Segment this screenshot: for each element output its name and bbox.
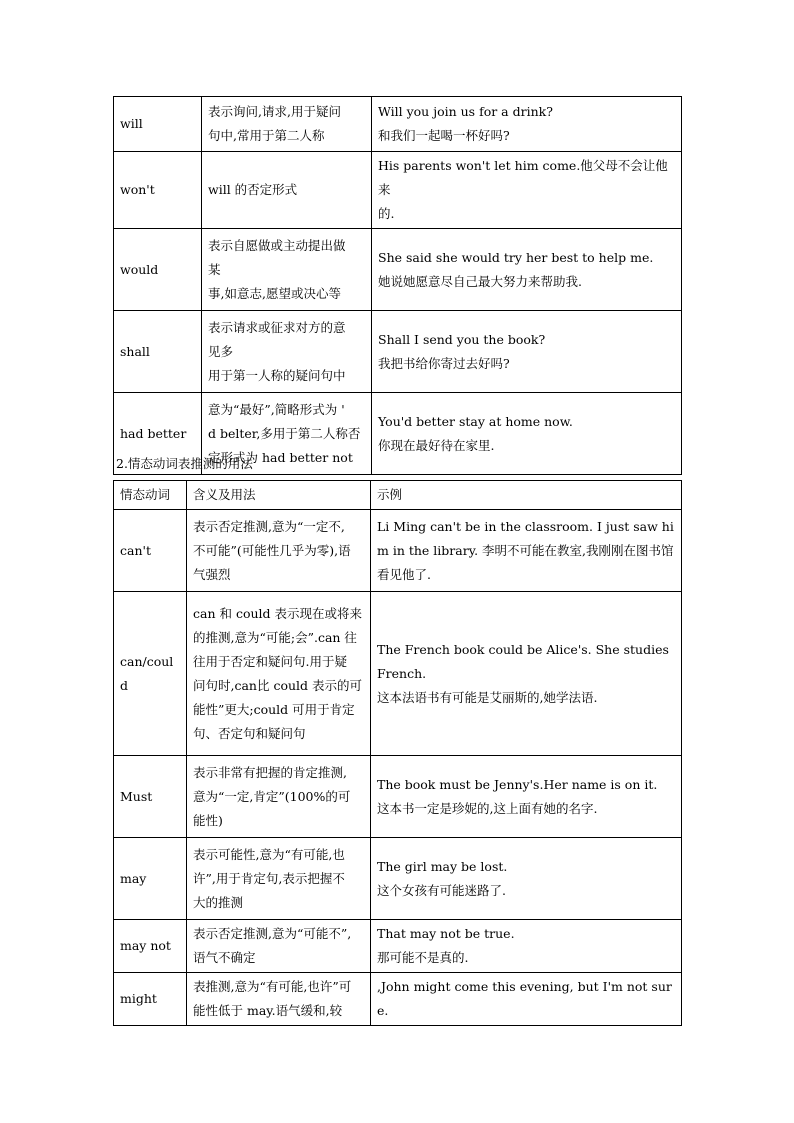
table-row [114,973,682,1026]
example-cell: Will you join us for a drink? 和我们一起喝一杯好吗? [372,97,682,152]
verb-cell: would [114,229,202,311]
verb-cell: may not [114,920,187,973]
table-header-row [114,481,682,510]
table-row [114,311,682,393]
section-caption: 2.情态动词表推测的用法 [116,456,253,471]
verb-cell: Must [114,756,187,838]
example-cell: The girl may be lost. 这个女孩有可能迷路了. [371,838,682,920]
example-cell: That may not be true. 那可能不是真的. [371,920,682,973]
header-example: 示例 [371,481,682,510]
example-cell: The book must be Jenny's.Her name is on it. 这本书一定是珍妮的,这上面有她的名字. [371,756,682,838]
usage-cell: 表示否定推测,意为“一定不, 不可能”(可能性几乎为零),语 气强烈 [187,510,371,592]
header-verb: 情态动词 [114,481,187,510]
example-cell: You'd better stay at home now. 你现在最好待在家里. [372,393,682,475]
verb-cell: will [114,97,202,152]
usage-cell: 表示非常有把握的肯定推测, 意为“一定,肯定”(100%的可 能性) [187,756,371,838]
table-row [114,756,682,838]
usage-cell: 表示请求或征求对方的意 见多 用于第一人称的疑问句中 [202,311,372,393]
modal-verbs-table-2 [113,480,682,1026]
verb-cell: can't [114,510,187,592]
verb-cell: can/could [114,592,187,756]
verb-cell: shall [114,311,202,393]
example-cell: The French book could be Alice's. She studies French. 这本法语书有可能是艾丽斯的,她学法语. [371,592,682,756]
table-row [114,510,682,592]
verb-cell: had better [114,393,202,475]
usage-cell: 表推测,意为“有可能,也许”可 能性低于 may.语气缓和,较 [187,973,371,1026]
usage-cell: 表示否定推测,意为“可能不”, 语气不确定 [187,920,371,973]
example-cell: His parents won't let him come.他父母不会让他来 的. [372,152,682,229]
example-cell: ,John might come this evening, but I'm not sure. [371,973,682,1026]
table-row [114,592,682,756]
table-row [114,920,682,973]
usage-cell: can 和 could 表示现在或将来 的推测,意为“可能;会”.can 往 往用于否定和疑问句.用于疑 问句时,can比 could 表示的可 能性”更大;could 可用于肯定 句、否定句和疑问句 [187,592,371,756]
table-row [114,152,682,229]
modal-verbs-table-1 [113,96,682,475]
example-cell: Shall I send you the book? 我把书给你寄过去好吗? [372,311,682,393]
example-cell: She said she would try her best to help me. 她说她愿意尽自己最大努力来帮助我. [372,229,682,311]
example-cell: Li Ming can't be in the classroom. I just saw him in the library. 李明不可能在教室,我刚刚在图书馆看见他了. [371,510,682,592]
verb-cell: won't [114,152,202,229]
usage-cell: 意为“最好”,简略形式为 ' d belter,多用于第二人称否 定形式为 had better not [202,393,372,475]
verb-cell: might [114,973,187,1026]
usage-cell: 表示询问,请求,用于疑问 句中,常用于第二人称 [202,97,372,152]
table-row [114,229,682,311]
table-row [114,838,682,920]
verb-cell: may [114,838,187,920]
usage-cell: will 的否定形式 [202,152,372,229]
usage-cell: 表示自愿做或主动提出做 某 事,如意志,愿望或决心等 [202,229,372,311]
header-usage: 含义及用法 [187,481,371,510]
table-row [114,97,682,152]
usage-cell: 表示可能性,意为“有可能,也 许”,用于肯定句,表示把握不 大的推测 [187,838,371,920]
